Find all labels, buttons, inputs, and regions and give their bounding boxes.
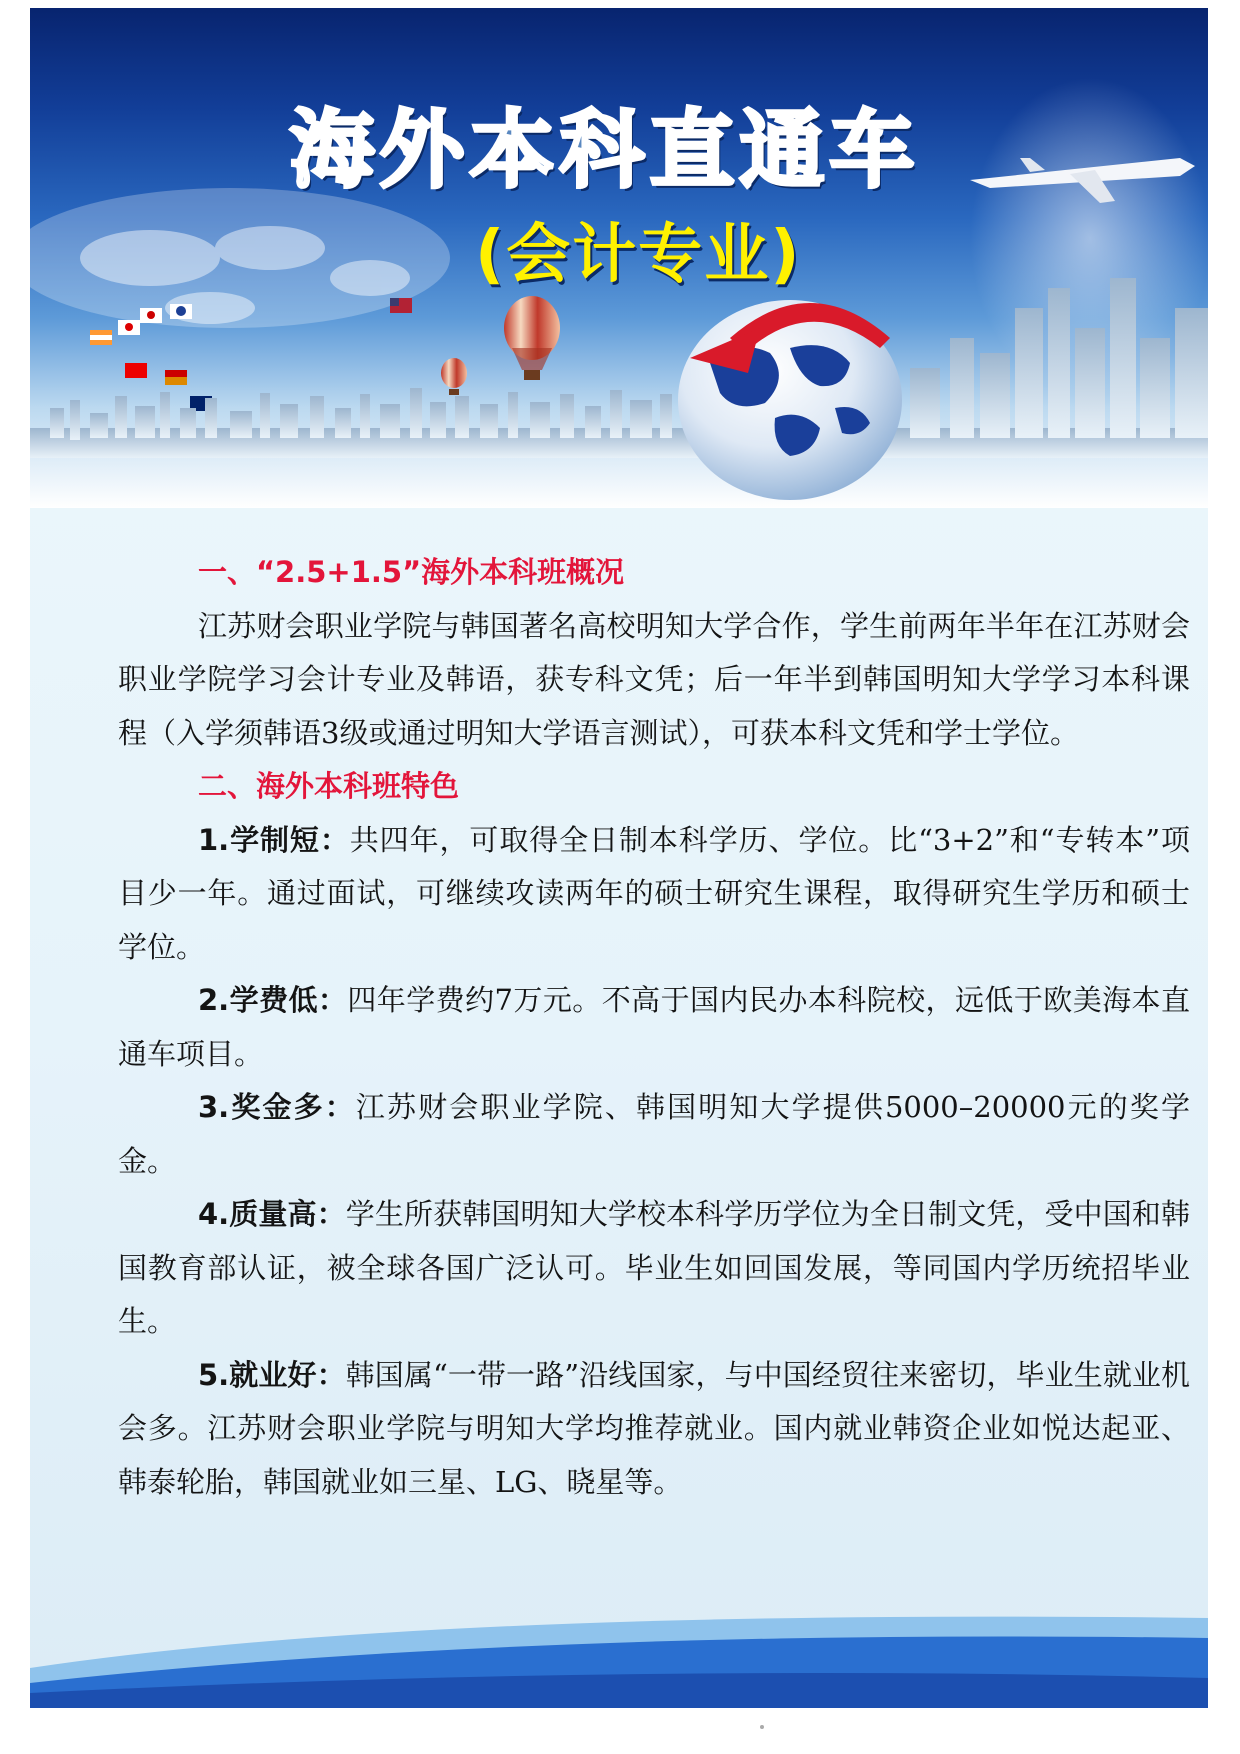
section1-body: 江苏财会职业学院与韩国著名高校明知大学合作，学生前两年半年在江苏财会职业学院学习会计专业及韩语，获专科文凭；后一年半到韩国明知大学学习本科课程（入学须韩语3级或通过明知大学语言测试），可获本科文凭和学士学位。 bbox=[118, 608, 1190, 750]
brochure-page bbox=[30, 8, 1208, 1708]
feature-label: 1.学制短： bbox=[198, 822, 350, 857]
feature-point bbox=[118, 1081, 1190, 1188]
feature-text: 四年学费约7万元。不高于国内民办本科院校，远低于欧美海本直通车项目。 bbox=[118, 983, 1190, 1071]
feature-text: 共四年，可取得全日制本科学历、学位。比“3+2”和“专转本”项目少一年。通过面试，可继续攻读两年的硕士研究生课程，取得研究生学历和硕士学位。 bbox=[118, 822, 1190, 964]
bottom-wave-decoration bbox=[30, 1608, 1208, 1708]
feature-label: 3.奖金多： bbox=[198, 1090, 356, 1124]
feature-text: 韩国属“一带一路”沿线国家，与中国经贸往来密切，毕业生就业机会多。江苏财会职业学院与明知大学均推荐就业。国内就业韩资企业如悦达起亚、韩泰轮胎，韩国就业如三星、LG、晓星等。 bbox=[118, 1357, 1191, 1499]
section2-heading: 二、海外本科班特色 bbox=[198, 769, 460, 803]
banner-subtitle: (会计专业) bbox=[475, 218, 802, 292]
feature-point bbox=[118, 1349, 1190, 1510]
feature-text: 江苏财会职业学院、韩国明知大学提供5000–20000元的奖学金。 bbox=[118, 1090, 1190, 1178]
section1-heading: 一、“2.5+1.5”海外本科班概况 bbox=[198, 555, 625, 589]
banner-title: 海外本科直通车 bbox=[290, 101, 921, 199]
feature-point bbox=[118, 814, 1190, 975]
feature-point bbox=[118, 974, 1190, 1081]
feature-point bbox=[118, 1188, 1190, 1349]
feature-label: 5.就业好： bbox=[198, 1357, 346, 1392]
feature-text: 学生所获韩国明知大学校本科学历学位为全日制文凭，受中国和韩国教育部认证，被全球各国广泛认可。毕业生如回国发展，等同国内学历统招毕业生。 bbox=[118, 1197, 1190, 1338]
scan-speck bbox=[760, 1725, 764, 1729]
feature-label: 2.学费低： bbox=[198, 983, 348, 1017]
hot-air-balloon-icon bbox=[441, 296, 560, 395]
banner bbox=[30, 8, 1208, 508]
feature-label: 4.质量高： bbox=[198, 1197, 346, 1231]
brochure-content bbox=[118, 546, 1190, 1509]
